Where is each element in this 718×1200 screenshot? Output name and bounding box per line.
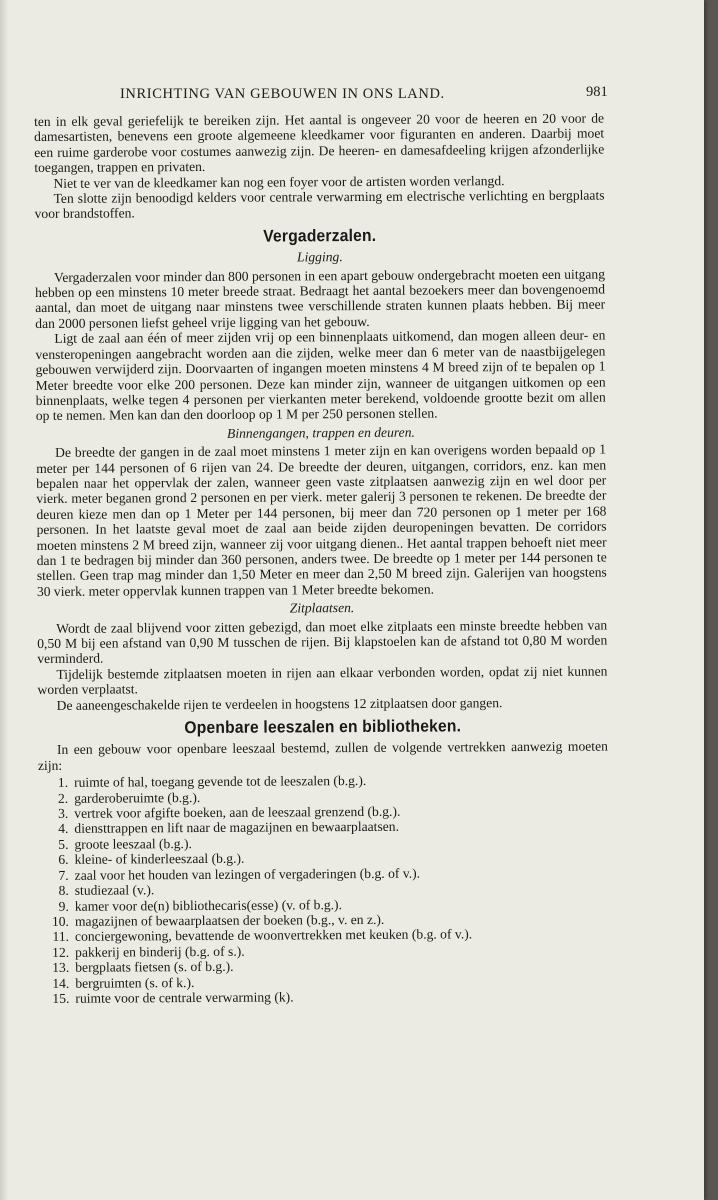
page-spine-shadow xyxy=(0,0,8,1200)
item-text: bergplaats fietsen (s. of b.g.). xyxy=(75,958,234,975)
item-text: groote leeszaal (b.g.). xyxy=(74,835,192,852)
item-number: 7. xyxy=(58,867,69,883)
subheading-binnengangen: Binnengangen, trappen en deuren. xyxy=(226,424,415,441)
item-text: diensttrappen en lift naar de magazijnen en bewaarplaatsen. xyxy=(74,819,400,837)
item-text: studiezaal (v.). xyxy=(74,882,155,898)
page-body xyxy=(34,111,609,1007)
item-number: 11. xyxy=(52,929,70,945)
item-number: 12. xyxy=(52,944,70,960)
page-number: 981 xyxy=(586,84,608,100)
paragraph: Niet te ver van de kleedkamer kan nog een foyer voor de artisten worden verlangd. xyxy=(53,172,505,191)
item-number: 8. xyxy=(58,882,69,898)
paragraph: Wordt de zaal blijvend voor zitten gebezigd, dan moet elke zitplaats een minste breedte hebben van 0,50 M bij een afstand van 0,90 M tusschen de rijen. Bij klapstoelen kan de afstand tot 0,80 M worden verminderd. xyxy=(37,617,608,667)
item-number: 4. xyxy=(58,821,69,837)
item-number: 14. xyxy=(52,975,70,991)
subheading-ligging: Ligging. xyxy=(296,249,343,265)
item-text: bergruimten (s. of k.). xyxy=(75,974,195,991)
subheading-zitplaatsen: Zitplaatsen. xyxy=(289,600,355,616)
item-number: 2. xyxy=(57,790,69,806)
section-heading-leeszalen: Openbare leeszalen en bibliotheken. xyxy=(184,716,462,738)
room-list xyxy=(38,772,609,1007)
item-number: 15. xyxy=(52,990,70,1006)
paragraph: ten in elk geval geriefelijk te bereiken zijn. Het aantal is ongeveer 20 voor de heeren en 20 voor de damesartisten, benevens een groote algemeene kleedkamer voor figuranten en anderen. Daarbij moet een ruime garderobe voor costumes aanwezig zijn. De heeren- en damesafdeeling krijgen afzonderlijke toegangen, trappen en privaten. xyxy=(34,110,605,176)
paragraph: Vergaderzalen voor minder dan 800 personen in een apart gebouw ondergebracht moeten een uitgang hebben op een minstens 10 meter breede straat. Bedraagt het aantal bezoekers meer dan bovengenoemd aantal, dan moet de uitgang naar minstens twee verschillende straten kunnen plaats hebben. Bij meer dan 2000 personen liefst geheel vrije ligging van het gebouw. xyxy=(35,266,606,331)
item-text: garderoberuimte (b.g.). xyxy=(74,789,201,806)
paragraph: Ligt de zaal aan één of meer zijden vrij op een binnenplaats uitkomend, dan mogen alleen deur- en vensteropeningen aangebracht worden aan die zijden, welke meer dan 6 meter van de naastbijgelegen gebouwen verwijderd zijn. Doorvaarten of ingangen moeten minstens 4 M breed zijn of te bepalen op 1 Meter breedte voor elke 200 personen. Deze kan minder zijn, wanneer de uitgangen uitkomen op een binnenplaats, welke tegen 4 personen per vierkanten meter berekend, voldoende grootte bezit om allen op te nemen. Men kan dan den doorloop op 1 M per 250 personen stellen. xyxy=(35,327,606,424)
paragraph: Ten slotte zijn benoodigd kelders voor centrale verwarming em electrische verlichting en bergplaats voor brandstoffen. xyxy=(34,187,605,222)
item-number: 1. xyxy=(57,775,69,791)
item-number: 13. xyxy=(52,959,70,976)
item-text: pakkerij en binderij (b.g. of s.). xyxy=(75,943,245,960)
item-number: 3. xyxy=(58,805,69,821)
item-text: kamer voor de(n) bibliothecaris(esse) (v. of b.g.). xyxy=(74,896,343,914)
item-number: 9. xyxy=(58,898,69,914)
item-number: 6. xyxy=(58,852,69,868)
section-heading-vergaderzalen: Vergaderzalen. xyxy=(263,225,377,246)
item-number: 5. xyxy=(58,836,69,852)
paragraph: De breedte der gangen in de zaal moet minstens 1 meter zijn en kan overigens worden bepaald op 1 meter per 144 personen of 6 rijen van 24. De breedte der deuren, uitgangen, corridors, enz. kan men bepalen naar het oppervlak der zalen, wanneer geen vaste zitplaatsen aanwezig zijn en wel door per vierk. meter beganen grond 2 personen en per vierk. meter galerij 3 personen te rekenen. De breedte der deuren kieze men dan op 1 Meter per 144 personen, bij meer dan 720 personen op 1 meter per 168 personen. In het laatste geval moet de zaal aan beide zijden deuropeningen bevatten. De corridors moeten minstens 2 M breed zijn, wanneer zij voor uitgang dienen.. Het aantal trappen behoeft niet meer dan 1 te bedragen bij minder dan 360 personen, anders twee. De breedte op 1 meter per 144 personen te stellen. Geen trap mag minder dan 1,50 Meter en meer dan 2,50 M breed zijn. Galerijen van hoogstens 30 vierk. meter oppervlak kunnen trappen van 1 Meter breedte bekomen. xyxy=(36,441,607,599)
item-text: magazijnen of bewaarplaatsen der boeken (b.g., v. en z.). xyxy=(74,911,385,929)
item-text: zaal voor het houden van lezingen of vergaderingen (b.g. of v.). xyxy=(74,865,421,883)
paragraph: Tijdelijk bestemde zitplaatsen moeten in rijen aan elkaar verbonden worden, opdat zij niet kunnen worden verplaatst. xyxy=(37,663,608,698)
paragraph: De aaneengeschakelde rijen te verdeelen in hoogstens 12 zitplaatsen door gangen. xyxy=(56,694,503,713)
item-text: ruimte of hal, toegang gevende tot de leeszalen (b.g.). xyxy=(74,773,367,791)
paragraph: In een gebouw voor openbare leeszaal bestemd, zullen de volgende vertrekken aanwezig moeten zijn: xyxy=(37,738,608,773)
item-text: conciergewoning, bevattende de woonvertrekken met keuken (b.g. of v.). xyxy=(74,926,473,945)
list-item xyxy=(39,987,609,1006)
item-text: kleine- of kinderleeszaal (b.g.). xyxy=(74,851,245,868)
item-text: vertrek voor afgifte boeken, aan de leeszaal grenzend (b.g.). xyxy=(74,803,401,821)
item-text: ruimte voor de centrale verwarming (k). xyxy=(75,989,294,1006)
running-header: INRICHTING VAN GEBOUWEN IN ONS LAND. xyxy=(120,86,445,102)
item-number: 10. xyxy=(51,913,69,929)
